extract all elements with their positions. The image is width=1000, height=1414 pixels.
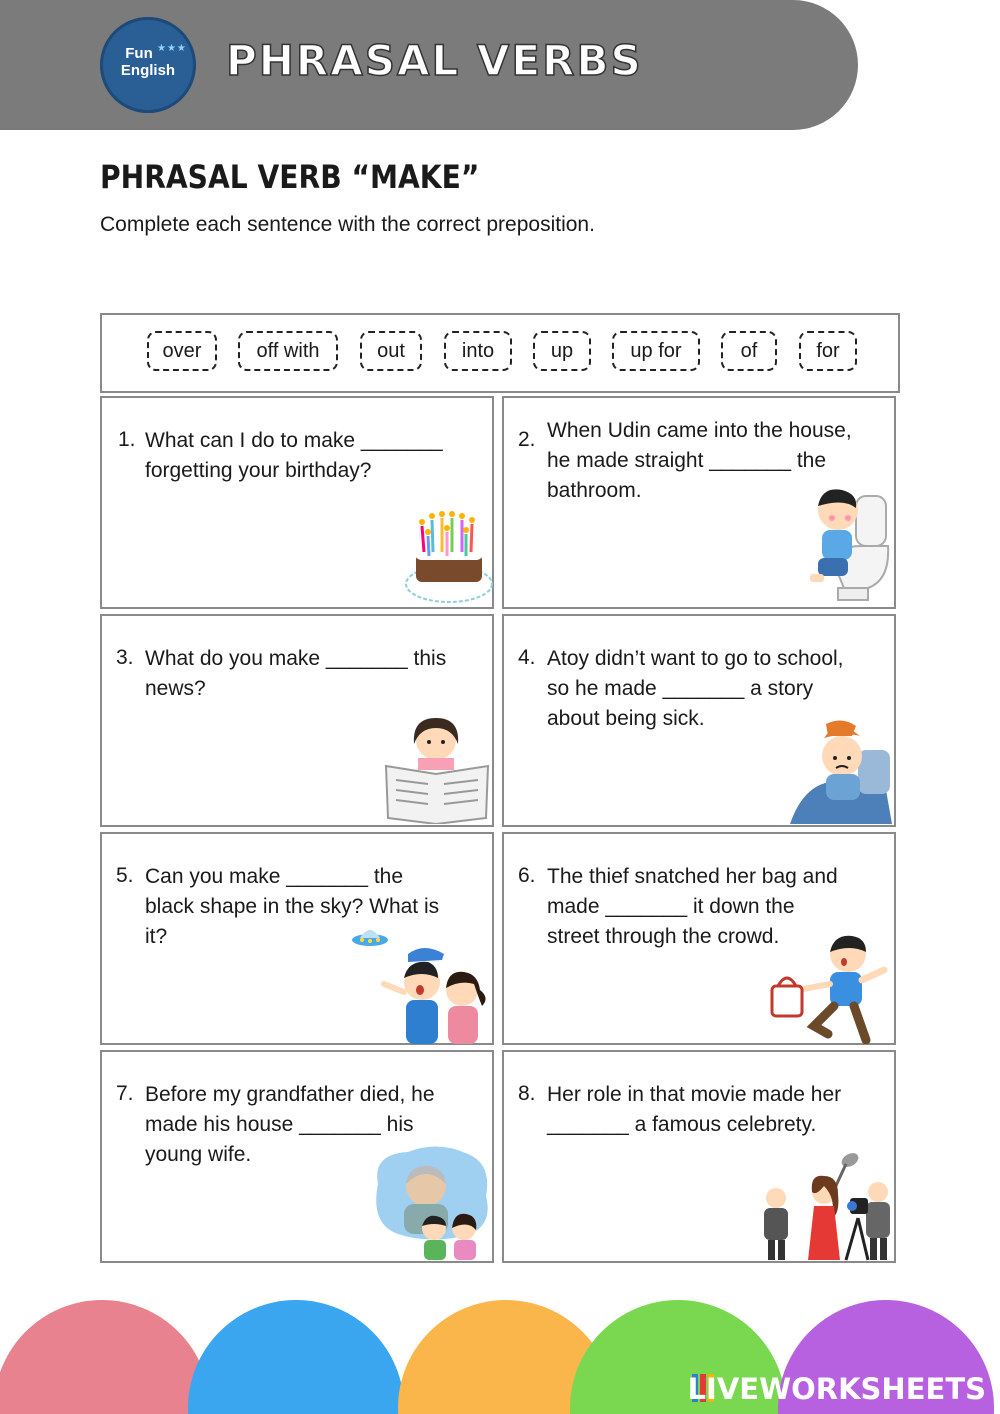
question-number: 8. (518, 1082, 536, 1105)
boy-on-toilet-icon (804, 484, 896, 606)
logo-text (100, 45, 196, 79)
question-card-1 (100, 396, 494, 609)
question-line: The thief snatched her bag and (547, 865, 838, 888)
question-number: 4. (518, 646, 536, 669)
question-line: _______ a famous celebrety. (547, 1113, 817, 1136)
question-number: 7. (116, 1082, 134, 1105)
grandfather-memory-icon (368, 1144, 494, 1262)
question-line: What do you make _______ this (145, 647, 447, 670)
question-card-4 (502, 614, 896, 827)
question-line: about being sick. (547, 707, 705, 730)
word-chip-into[interactable]: into (444, 331, 512, 371)
question-number: 1. (118, 428, 136, 451)
woman-reading-newspaper-icon (382, 714, 492, 824)
question-number: 3. (116, 646, 134, 669)
question-line: What can I do to make _______ (145, 429, 443, 452)
question-line: so he made _______ a story (547, 677, 814, 700)
kids-pointing-at-sky-icon (378, 944, 492, 1044)
stars-icon: ★★★ (157, 43, 187, 54)
question-line: Can you make _______ the (145, 865, 404, 888)
question-card-8 (502, 1050, 896, 1263)
question-text (145, 426, 485, 486)
question-card-3 (100, 614, 494, 827)
question-card-7 (100, 1050, 494, 1263)
question-text (145, 644, 485, 704)
running-thief-icon (768, 930, 892, 1044)
header-title: PHRASAL VERBS (226, 36, 643, 85)
word-chip-of[interactable]: of (721, 331, 777, 371)
celebrity-with-camera-crew-icon (758, 1148, 894, 1262)
question-line: bathroom. (547, 479, 642, 502)
question-line: forgetting your birthday? (145, 459, 372, 482)
fun-english-logo (100, 17, 196, 113)
liveworksheets-brand[interactable]: LIVEWORKSHEETS (687, 1372, 986, 1406)
question-card-6 (502, 832, 896, 1045)
word-chip-up[interactable]: up (533, 331, 591, 371)
question-line: Before my grandfather died, he (145, 1083, 435, 1106)
question-line: Atoy didn’t want to go to school, (547, 647, 844, 670)
word-chip-over[interactable]: over (147, 331, 217, 371)
question-number: 5. (116, 864, 134, 887)
word-bank (100, 313, 900, 393)
question-line: news? (145, 677, 206, 700)
logo-line-1: Fun (125, 45, 153, 62)
question-line: black shape in the sky? What is (145, 895, 440, 918)
question-number: 6. (518, 864, 536, 887)
question-text (145, 862, 485, 952)
question-line: it? (145, 925, 168, 948)
question-line: he made straight _______ the (547, 449, 827, 472)
question-line: street through the crowd. (547, 925, 780, 948)
question-text (547, 1080, 895, 1140)
word-chip-for[interactable]: for (799, 331, 857, 371)
question-line: made _______ it down the (547, 895, 795, 918)
question-number: 2. (518, 428, 536, 451)
question-line: When Udin came into the house, (547, 419, 852, 442)
word-chip-up-for[interactable]: up for (612, 331, 700, 371)
question-line: young wife. (145, 1143, 252, 1166)
footer-circle-pink (0, 1300, 210, 1414)
sick-boy-in-bed-icon (786, 716, 896, 826)
question-line: Her role in that movie made her (547, 1083, 842, 1106)
logo-line-2: English (120, 62, 176, 79)
question-line: made his house _______ his (145, 1113, 414, 1136)
question-card-5 (100, 832, 494, 1045)
word-chip-out[interactable]: out (360, 331, 422, 371)
footer-circle-blue (188, 1300, 404, 1414)
page-title: PHRASAL VERB “MAKE” (100, 158, 480, 196)
word-chip-off-with[interactable]: off with (238, 331, 338, 371)
instructions: Complete each sentence with the correct preposition. (100, 213, 595, 236)
question-card-2 (502, 396, 896, 609)
birthday-cake-icon (402, 506, 496, 608)
